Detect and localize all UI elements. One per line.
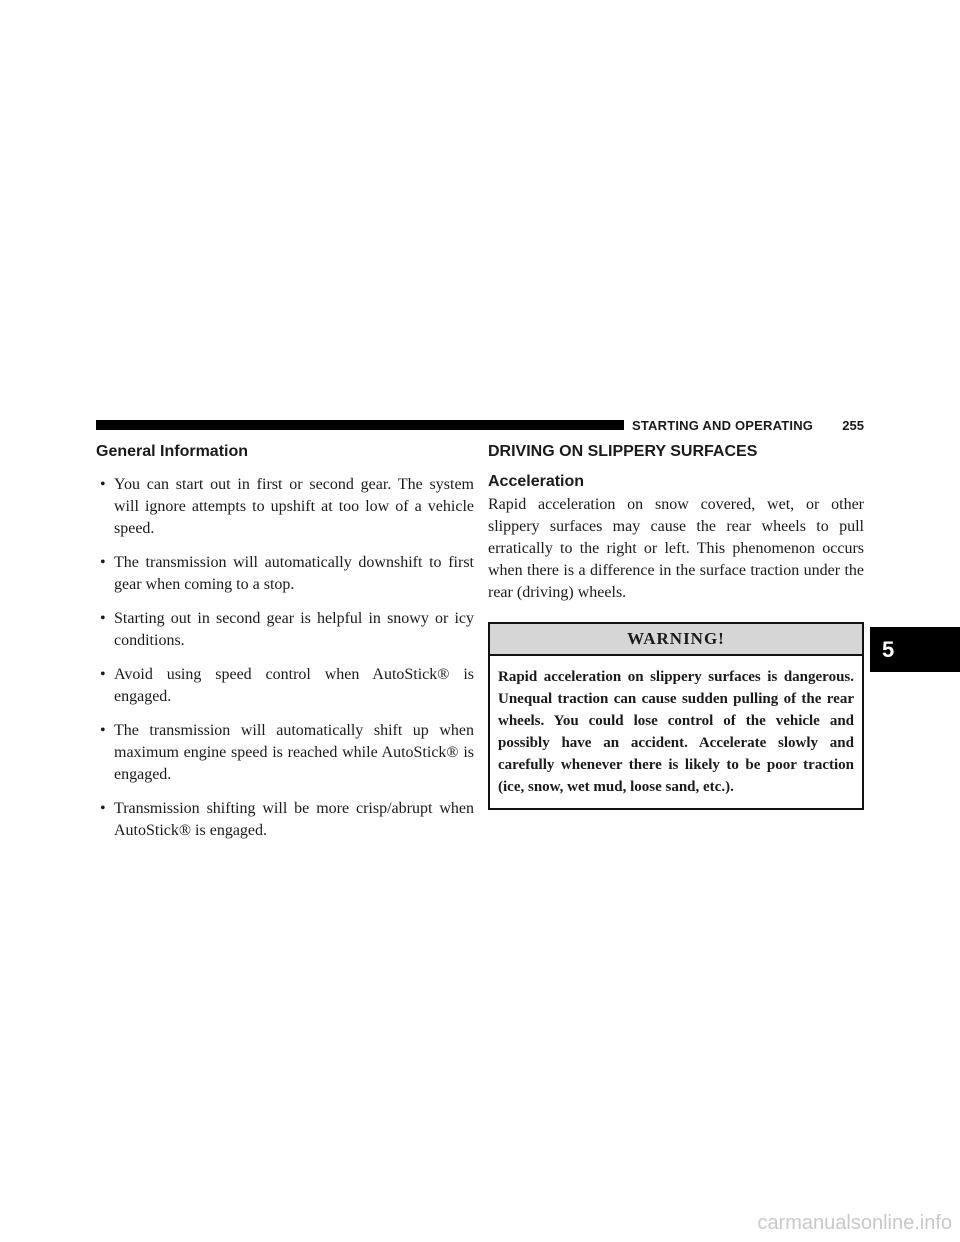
bullet-icon: •	[100, 800, 106, 817]
list-item-text: The transmission will automatically shift up when maximum engine speed is reached while AutoStick® is engaged.	[114, 722, 474, 783]
page-number: 255	[842, 418, 864, 433]
bullet-icon: •	[100, 476, 106, 493]
bullet-icon: •	[100, 610, 106, 627]
watermark: carmanualsonline.info	[757, 1212, 952, 1234]
list-item	[96, 474, 474, 540]
list-item-text: Avoid using speed control when AutoStick® is engaged.	[114, 666, 474, 705]
chapter-tab: 5	[870, 627, 960, 672]
acceleration-subheading: Acceleration	[488, 473, 585, 490]
warning-box	[488, 622, 864, 810]
list-item-text: Transmission shifting will be more crisp/abrupt when AutoStick® is engaged.	[114, 800, 474, 839]
list-item-text: The transmission will automatically downshift to first gear when coming to a stop.	[114, 554, 474, 593]
bullet-icon: •	[100, 666, 106, 683]
right-column	[488, 442, 864, 810]
bullet-list	[96, 474, 474, 842]
warning-text: Rapid acceleration on slippery surfaces is dangerous. Unequal traction can cause sudden pulling of the rear wheels. You could lose control of the vehicle and possibly have an accident. Accelerate slowly and carefully whenever there is likely to be poor traction (ice, snow, wet mud, loose sand, etc.).	[498, 669, 854, 795]
list-item	[96, 798, 474, 842]
list-item-text: Starting out in second gear is helpful in snowy or icy conditions.	[114, 610, 474, 649]
acceleration-paragraph: Rapid acceleration on snow covered, wet, or other slippery surfaces may cause the rear wheels to pull erratically to the right or left. This phenomenon occurs when there is a difference in the surface traction under the rear (driving) wheels.	[488, 496, 864, 601]
slippery-surfaces-heading: DRIVING ON SLIPPERY SURFACES	[488, 443, 758, 460]
bullet-icon: •	[100, 554, 106, 571]
list-item	[96, 608, 474, 652]
bullet-icon: •	[100, 722, 106, 739]
list-item	[96, 720, 474, 786]
list-item-text: You can start out in first or second gear. The system will ignore attempts to upshift at too low of a vehicle speed.	[114, 476, 474, 537]
list-item	[96, 664, 474, 708]
left-column	[96, 442, 474, 854]
header-rule	[96, 420, 624, 430]
section-header-title: STARTING AND OPERATING	[632, 418, 814, 433]
warning-title: WARNING!	[490, 624, 862, 656]
general-information-heading: General Information	[96, 443, 249, 460]
list-item	[96, 552, 474, 596]
